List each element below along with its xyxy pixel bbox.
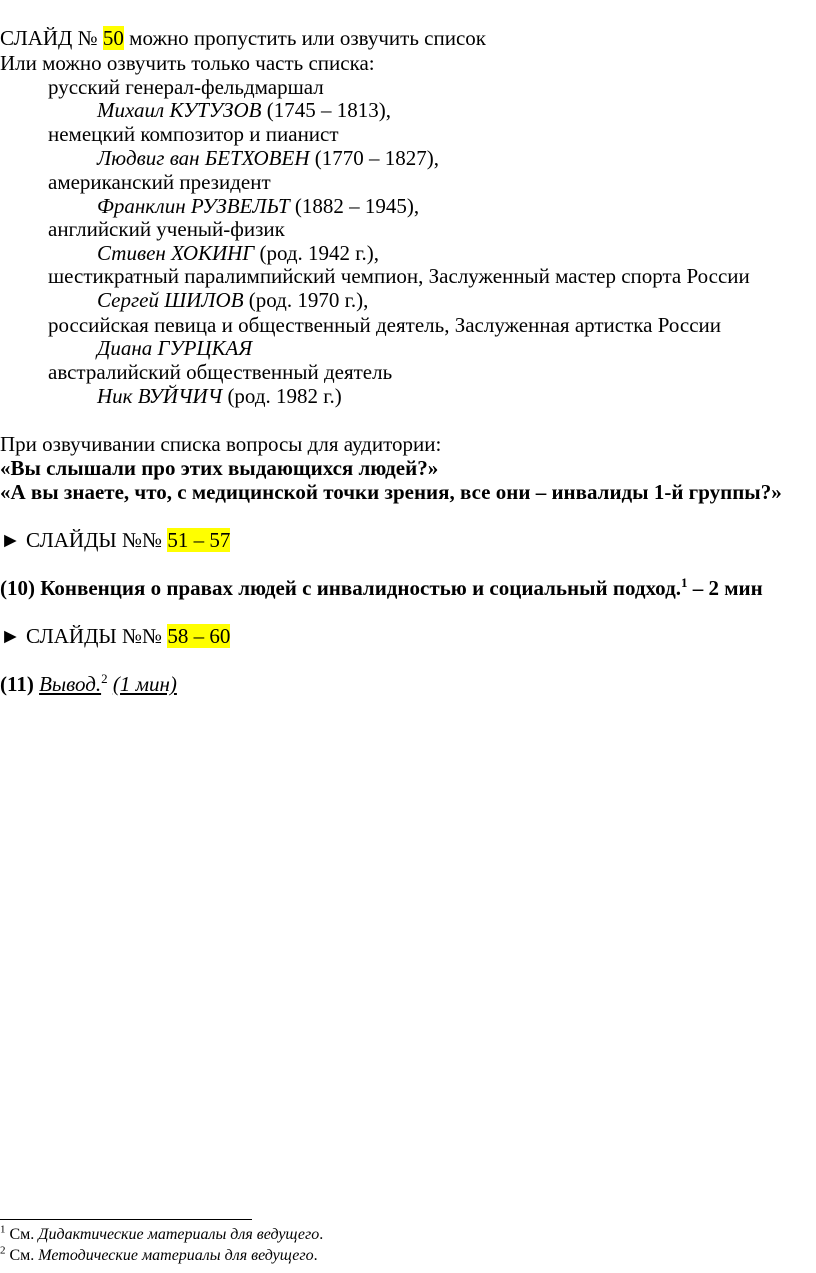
section-11-heading	[0, 672, 177, 696]
footnote-end: .	[319, 1226, 324, 1243]
footnote-ref-1[interactable]: 1	[680, 575, 688, 590]
section-10-title: (10) Конвенция о правах людей с инвалидностью и социальный подход.	[0, 576, 681, 600]
person-detail: (1770 – 1827),	[309, 146, 439, 170]
person-name: Диана ГУРЦКАЯ	[97, 336, 253, 360]
slide-number-highlight: 50	[102, 26, 124, 50]
person-name: Михаил КУТУЗОВ	[97, 98, 262, 122]
section-10-duration: – 2 мин	[687, 576, 763, 600]
footnote-prefix: См.	[5, 1247, 39, 1264]
person-entry	[97, 194, 419, 218]
slide-note: можно пропустить или озвучить список	[123, 26, 486, 50]
section-11-number: (11)	[0, 672, 34, 696]
person-name: Франклин РУЗВЕЛЬТ	[97, 194, 290, 218]
footnote-text: Дидактические материалы для ведущего	[38, 1226, 320, 1243]
person-entry	[97, 241, 379, 265]
question-1: «Вы слышали про этих выдающихся людей?»	[0, 456, 439, 480]
question-2: «А вы знаете, что, с медицинской точки зрения, все они – инвалиды 1-й группы?»	[0, 480, 782, 504]
person-detail: (род. 1970 г.),	[243, 288, 369, 312]
person-entry	[97, 98, 391, 122]
footnote-mark: 1	[0, 1223, 6, 1236]
person-name: Ник ВУЙЧИЧ	[97, 384, 223, 408]
footnote-ref-2[interactable]: 2	[101, 671, 108, 686]
section-11-title: Вывод.	[39, 672, 102, 696]
person-detail: (род. 1982 г.)	[222, 384, 342, 408]
section-10-heading	[0, 576, 763, 600]
footnote-separator	[0, 1219, 252, 1220]
person-entry	[97, 336, 252, 360]
person-role: шестикратный паралимпийский чемпион, Заслуженный мастер спорта России	[48, 264, 750, 288]
footnote-prefix: См.	[5, 1226, 39, 1243]
slides-range-line	[0, 528, 230, 552]
person-name: Стивен ХОКИНГ	[97, 241, 255, 265]
person-role: английский ученый-физик	[48, 217, 285, 241]
slides-label: ► СЛАЙДЫ №№	[0, 528, 168, 552]
person-entry	[97, 384, 342, 408]
partial-list-note: Или можно озвучить только часть списка:	[0, 51, 375, 75]
slide-label: СЛАЙД №	[0, 26, 103, 50]
slide-50-line	[0, 26, 486, 50]
slides-range-line	[0, 624, 230, 648]
footnote-mark: 2	[0, 1244, 6, 1257]
person-detail: (род. 1942 г.),	[254, 241, 380, 265]
footnote-1	[0, 1223, 324, 1244]
person-detail: (1745 – 1813),	[261, 98, 391, 122]
footnote-end: .	[313, 1247, 318, 1264]
person-role: российская певица и общественный деятель, Заслуженная артистка России	[48, 313, 722, 337]
person-role: американский президент	[48, 170, 271, 194]
person-entry	[97, 146, 439, 170]
person-role: австралийский общественный деятель	[48, 360, 393, 384]
slides-label: ► СЛАЙДЫ №№	[0, 624, 168, 648]
person-role: немецкий композитор и пианист	[48, 122, 339, 146]
questions-intro: При озвучивании списка вопросы для аудитории:	[0, 432, 442, 456]
person-name: Людвиг ван БЕТХОВЕН	[97, 146, 310, 170]
section-11-duration: (1 мин)	[112, 672, 177, 696]
person-role: русский генерал-фельдмаршал	[48, 75, 324, 99]
person-entry	[97, 288, 368, 312]
footnote-2	[0, 1244, 318, 1265]
slides-range-highlight: 51 – 57	[167, 528, 231, 552]
footnote-text: Методические материалы для ведущего	[38, 1247, 314, 1264]
person-detail: (1882 – 1945),	[289, 194, 420, 218]
slides-range-highlight: 58 – 60	[167, 624, 231, 648]
person-name: Сергей ШИЛОВ	[97, 288, 244, 312]
